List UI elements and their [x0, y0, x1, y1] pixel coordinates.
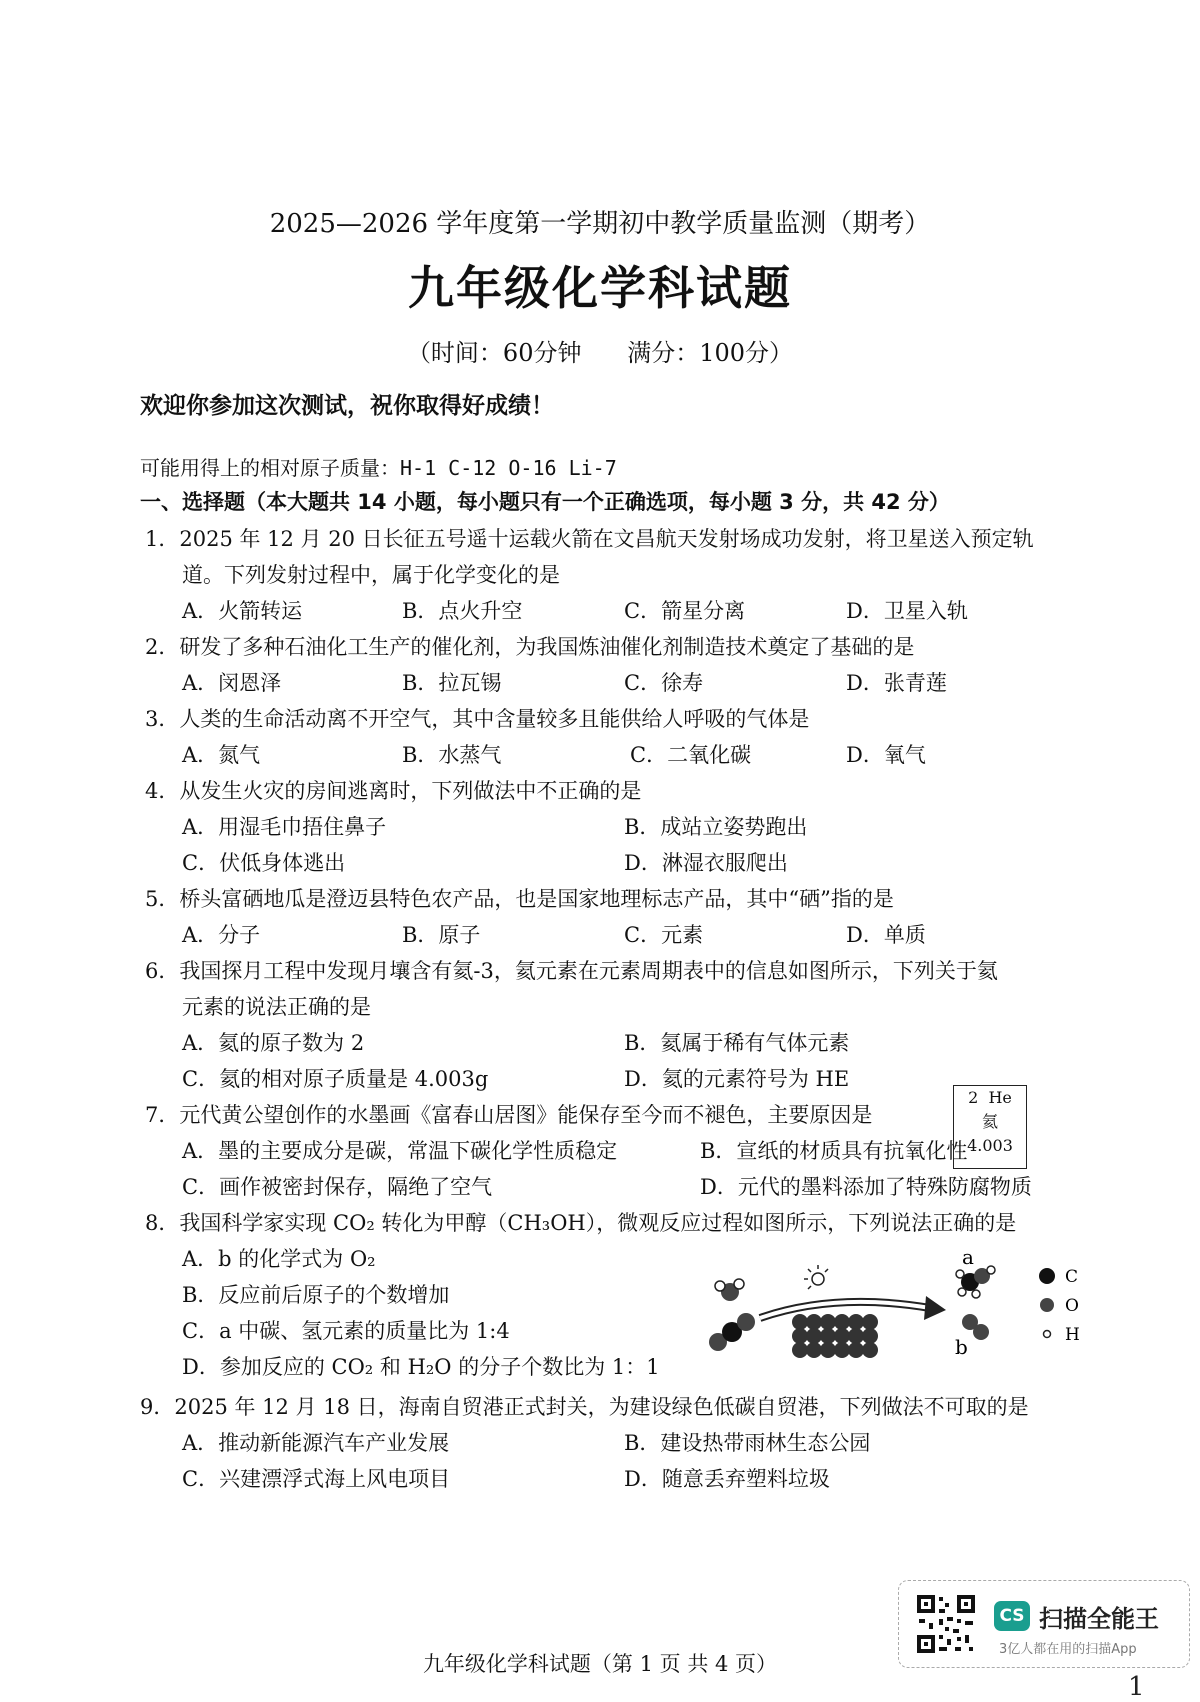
q8-option-c: C．a 中碳、氢元素的质量比为 1:4 [182, 1319, 510, 1343]
atomic-masses: 可能用得上的相对原子质量：H-1 C-12 O-16 Li-7 [140, 456, 617, 480]
q6-option-a: A．氦的原子数为 2 [182, 1031, 365, 1055]
question-9-stem: 9．2025 年 12 月 18 日，海南自贸港正式封关，为建设绿色低碳自贸港，下列做法不可取的是 [140, 1395, 1029, 1419]
legend-o-atom [1040, 1298, 1054, 1312]
question-7-stem: 7．元代黄公望创作的水墨画《富春山居图》能保存至今而不褪色，主要原因是 [145, 1103, 873, 1127]
question-1-stem: 1．2025 年 12 月 20 日长征五号遥十运载火箭在文昌航天发射场成功发射，将卫星送入预定轨 [145, 527, 1034, 551]
q7-option-b: B．宣纸的材质具有抗氧化性 [700, 1139, 968, 1163]
q4-option-d: D．淋湿衣服爬出 [624, 851, 788, 875]
q5-option-a: A．分子 [182, 923, 261, 947]
time-score-line: （时间：60分钟 满分：100分） [406, 339, 794, 367]
sun-icon [804, 1265, 828, 1289]
q2-option-a: A．闵恩泽 [182, 671, 282, 695]
q3-option-a: A．氮气 [182, 743, 261, 767]
q5-option-c: C．元素 [624, 923, 704, 947]
qr-code-icon [915, 1593, 977, 1655]
q9-option-b: B．建设热带雨林生态公园 [624, 1431, 871, 1455]
question-8-stem: 8．我国科学家实现 CO₂ 转化为甲醇（CH₃OH），微观反应过程如图所示，下列说法正确的是 [145, 1211, 1017, 1235]
q6-option-b: B．氦属于稀有气体元素 [624, 1031, 850, 1055]
q8-option-b: B．反应前后原子的个数增加 [182, 1283, 450, 1307]
question-6-stem: 6．我国探月工程中发现月壤含有氦-3，氦元素在元素周期表中的信息如图所示，下列关于氦 [145, 959, 998, 983]
question-5-stem: 5．桥头富硒地瓜是澄迈县特色农产品，也是国家地理标志产品，其中“硒”指的是 [145, 887, 894, 911]
camscanner-logo-icon: CS [994, 1601, 1030, 1631]
q7-option-c: C．画作被密封保存，隔绝了空气 [182, 1175, 493, 1199]
q5-option-d: D．单质 [846, 923, 926, 947]
page-footer: 九年级化学科试题（第 1 页 共 4 页） [422, 1652, 778, 1676]
welcome-text: 欢迎你参加这次测试，祝你取得好成绩！ [140, 393, 554, 419]
question-6-stem-cont: 元素的说法正确的是 [182, 995, 371, 1019]
q1-option-b: B．点火升空 [402, 599, 523, 623]
co2-molecule-left [709, 1313, 755, 1351]
q4-option-a: A．用湿毛巾捂住鼻子 [182, 815, 387, 839]
q1-option-d: D．卫星入轨 [846, 599, 968, 623]
q4-option-c: C．伏低身体逃出 [182, 851, 346, 875]
scanner-tagline: 3亿人都在用的扫描App [999, 1642, 1137, 1657]
label-a: a [962, 1250, 974, 1269]
page-corner-number: 1 [1128, 1672, 1145, 1702]
catalyst-surface [792, 1314, 878, 1358]
arrow-head [924, 1296, 946, 1320]
atom-legend [1039, 1267, 1080, 1345]
q2-option-c: C．徐寿 [624, 671, 704, 695]
legend-o-label: O [1065, 1296, 1079, 1316]
q2-option-d: D．张青莲 [846, 671, 947, 695]
helium-name: 氦 [981, 1112, 998, 1131]
q8-option-d: D．参加反应的 CO₂ 和 H₂O 的分子个数比为 1：1 [182, 1355, 660, 1379]
q3-option-c: C．二氧化碳 [630, 743, 752, 767]
exam-title: 九年级化学科试题 [408, 261, 792, 315]
q6-option-c: C．氦的相对原子质量是 4.003g [182, 1067, 489, 1091]
q7-option-d: D．元代的墨料添加了特殊防腐物质 [700, 1175, 1032, 1199]
exam-subtitle: 2025—2026 学年度第一学期初中教学质量监测（期考） [269, 209, 931, 239]
question-2-stem: 2．研发了多种石油化工生产的催化剂，为我国炼油催化剂制造技术奠定了基础的是 [145, 635, 915, 659]
q1-option-c: C．箭星分离 [624, 599, 746, 623]
water-molecule-left [715, 1279, 744, 1301]
helium-number-symbol: 2 He [968, 1088, 1012, 1107]
question-4-stem: 4．从发生火灾的房间逃离时，下列做法中不正确的是 [145, 779, 642, 803]
question-3-stem: 3．人类的生命活动离不开空气，其中含量较多且能供给人呼吸的气体是 [145, 707, 810, 731]
section-heading: 一、选择题（本大题共 14 小题，每小题只有一个正确选项，每小题 3 分，共 42 分） [140, 490, 950, 514]
helium-mass: 4.003 [967, 1136, 1013, 1155]
label-b: b [955, 1335, 968, 1359]
legend-c-atom [1039, 1268, 1055, 1284]
question-1-stem-cont: 道。下列发射过程中，属于化学变化的是 [182, 563, 560, 587]
q6-option-d: D．氦的元素符号为 HE [624, 1067, 850, 1091]
reaction-diagram [700, 1250, 1120, 1380]
q3-option-d: D．氧气 [846, 743, 926, 767]
legend-c-label: C [1065, 1267, 1079, 1287]
scanner-badge[interactable] [898, 1580, 1190, 1668]
q9-option-a: A．推动新能源汽车产业发展 [182, 1431, 450, 1455]
q1-option-a: A．火箭转运 [182, 599, 303, 623]
q4-option-b: B．成站立姿势跑出 [624, 815, 808, 839]
q8-option-a: A．b 的化学式为 O₂ [182, 1247, 376, 1271]
q5-option-b: B．原子 [402, 923, 481, 947]
q2-option-b: B．拉瓦锡 [402, 671, 502, 695]
q9-option-d: D．随意丢弃塑料垃圾 [624, 1467, 830, 1491]
q3-option-b: B．水蒸气 [402, 743, 502, 767]
q7-option-a: A．墨的主要成分是碳，常温下碳化学性质稳定 [182, 1139, 618, 1163]
scanner-app-name: 扫描全能王 [1039, 1605, 1159, 1633]
q9-option-c: C．兴建漂浮式海上风电项目 [182, 1467, 451, 1491]
legend-h-label: H [1065, 1325, 1080, 1345]
legend-h-atom [1044, 1331, 1051, 1338]
methanol-molecule-a [956, 1266, 995, 1298]
